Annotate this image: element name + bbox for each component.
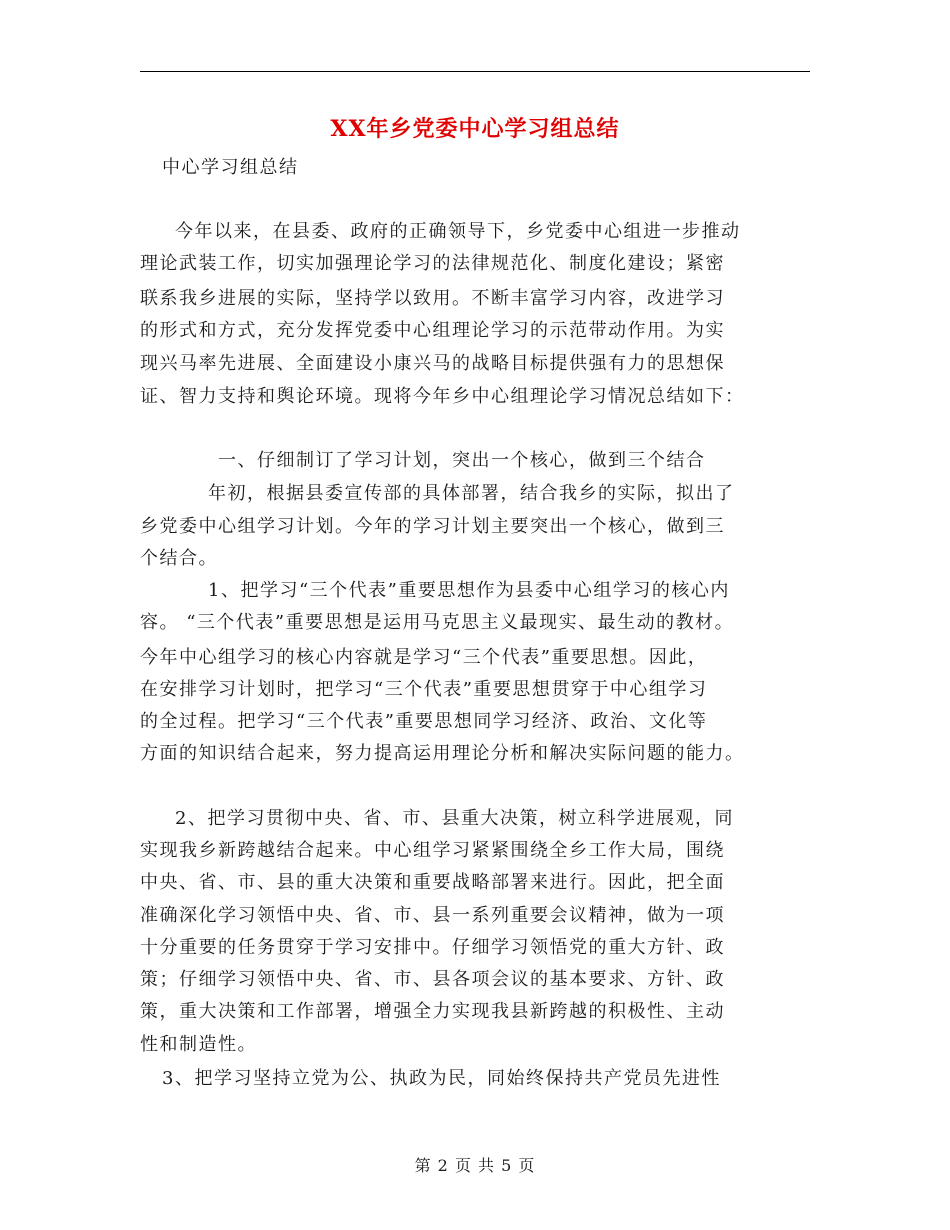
paragraph-1-line: 理论武装工作，切实加强理论学习的法律规范化、制度化建设；紧密 bbox=[140, 253, 725, 274]
document-subtitle: 中心学习组总结 bbox=[162, 157, 299, 178]
paragraph-1-line: 今年以来，在县委、政府的正确领导下，乡党委中心组进一步推动 bbox=[175, 221, 741, 242]
header-rule bbox=[140, 71, 810, 72]
paragraph-4-line: 性和制造性。 bbox=[140, 1034, 257, 1055]
paragraph-4-line: 策；仔细学习领悟中央、省、市、县各项会议的基本要求、方针、政 bbox=[140, 969, 725, 990]
paragraph-5-line: 3、把学习坚持立党为公、执政为民，同始终保持共产党员先进性 bbox=[162, 1068, 721, 1089]
page-number: 第 2 页 共 5 页 bbox=[414, 1156, 536, 1175]
paragraph-3-line: 1、把学习“三个代表”重要思想作为县委中心组学习的核心内 bbox=[208, 580, 730, 601]
paragraph-4-line: 2、把学习贯彻中央、省、市、县重大决策，树立科学进展观，同 bbox=[175, 808, 734, 829]
paragraph-1-line: 联系我乡进展的实际，坚持学以致用。不断丰富学习内容，改进学习 bbox=[140, 288, 725, 309]
paragraph-4-line: 十分重要的任务贯穿于学习安排中。仔细学习领悟党的重大方针、政 bbox=[140, 937, 725, 958]
paragraph-4-line: 策，重大决策和工作部署，增强全力实现我县新跨越的积极性、主动 bbox=[140, 1001, 725, 1022]
paragraph-3-line: 的全过程。把学习“三个代表”重要思想同学习经济、政治、文化等 bbox=[140, 711, 708, 732]
document-title: XX年乡党委中心学习组总结 bbox=[330, 116, 620, 142]
paragraph-1-line: 现兴马率先进展、全面建设小康兴马的战略目标提供强有力的思想保 bbox=[140, 353, 725, 374]
paragraph-1-line: 证、智力支持和舆论环境。现将今年乡中心组理论学习情况总结如下： bbox=[140, 386, 745, 407]
paragraph-1-line: 的形式和方式，充分发挥党委中心组理论学习的示范带动作用。为实 bbox=[140, 320, 725, 341]
paragraph-4-line: 实现我乡新跨越结合起来。中心组学习紧紧围绕全乡工作大局，围绕 bbox=[140, 840, 725, 861]
paragraph-2-line: 年初，根据县委宣传部的具体部署，结合我乡的实际，拟出了 bbox=[208, 483, 735, 504]
paragraph-2-line: 个结合。 bbox=[140, 548, 218, 569]
section-heading: 一、仔细制订了学习计划，突出一个核心，做到三个结合 bbox=[218, 450, 706, 471]
paragraph-4-line: 准确深化学习领悟中央、省、市、县一系列重要会议精神，做为一项 bbox=[140, 905, 725, 926]
paragraph-3-line: 在安排学习计划时，把学习“三个代表”重要思想贯穿于中心组学习 bbox=[140, 679, 708, 700]
paragraph-3-line: 今年中心组学习的核心内容就是学习“三个代表”重要思想。因此， bbox=[140, 647, 708, 668]
paragraph-2-line: 乡党委中心组学习计划。今年的学习计划主要突出一个核心，做到三 bbox=[140, 516, 725, 537]
paragraph-3-line: 方面的知识结合起来，努力提高运用理论分析和解决实际问题的能力。 bbox=[140, 743, 745, 764]
paragraph-3-line: 容。 “三个代表”重要思想是运用马克思主义最现实、最生动的教材。 bbox=[140, 612, 735, 633]
paragraph-4-line: 中央、省、市、县的重大决策和重要战略部署来进行。因此，把全面 bbox=[140, 872, 725, 893]
